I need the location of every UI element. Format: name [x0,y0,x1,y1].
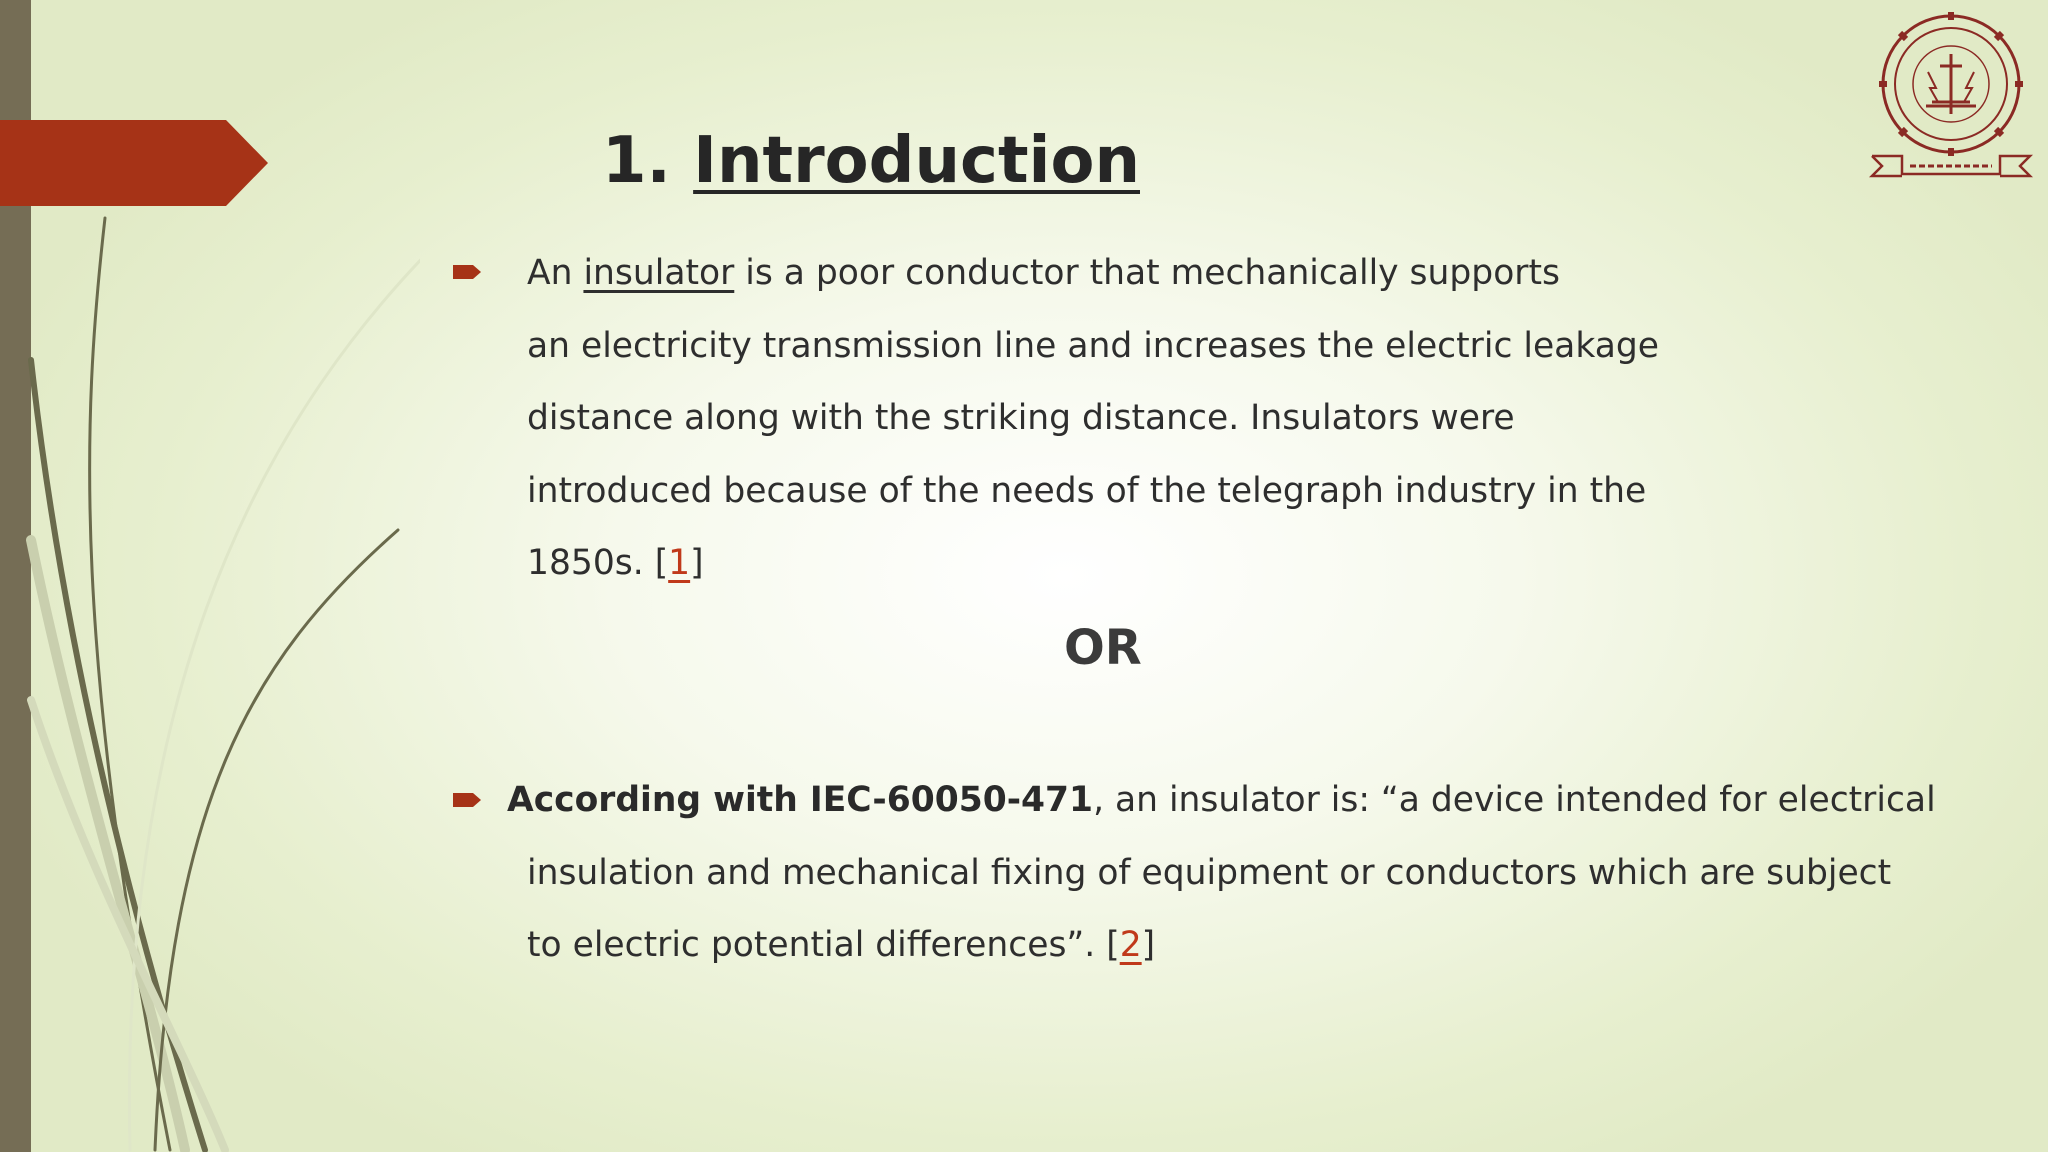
bullet-1-line-1-prefix: An [527,253,584,293]
bullet-arrow-icon [451,262,483,282]
bullet-1-line-1 [527,237,1659,310]
reference-link-1[interactable]: 1 [668,543,691,583]
bullet-1-line-3: distance along with the striking distance. Insulators were [527,398,1515,438]
bullet-1-line-5 [527,527,1659,600]
iec-standard-reference: According with IEC-60050-471 [507,780,1094,820]
bullet-1-line-5-prefix: 1850s. [ [527,543,669,583]
bullet-1-line-5-suffix: ] [690,543,704,583]
bullet-1-text [527,237,1659,600]
bullet-2-text [507,764,1936,982]
slide-title [602,118,1140,204]
bullet-2-line-3 [507,909,1936,982]
bullet-2-line-2: insulation and mechanical fixing of equipment or conductors which are subject [527,852,1892,893]
reference-link-2[interactable]: 2 [1119,925,1142,965]
bullet-1-line-4: introduced because of the needs of the telegraph industry in the [527,470,1647,511]
bullet-1-line-2: an electricity transmission line and increases the electric leakage [527,325,1659,366]
title-word: Introduction [693,124,1140,198]
or-separator: OR [1064,620,1142,676]
bullet-2-line-3-prefix: to electric potential differences”. [ [527,925,1120,965]
bullet-2-line-3-suffix: ] [1141,925,1156,965]
bullet-arrow-icon [451,790,483,810]
nit-kurukshetra-seal-icon [1862,6,2040,188]
insulator-term: insulator [583,253,735,293]
title-number: 1. [602,124,694,198]
bullet-2-line-1-rest: , an insulator is: “a device intended for electrical [1093,780,1936,820]
red-title-arrow [0,120,268,206]
bullet-1-line-1-suffix: is a poor conductor that mechanically supports [734,253,1560,293]
bullet-2-line-1 [507,764,1936,837]
